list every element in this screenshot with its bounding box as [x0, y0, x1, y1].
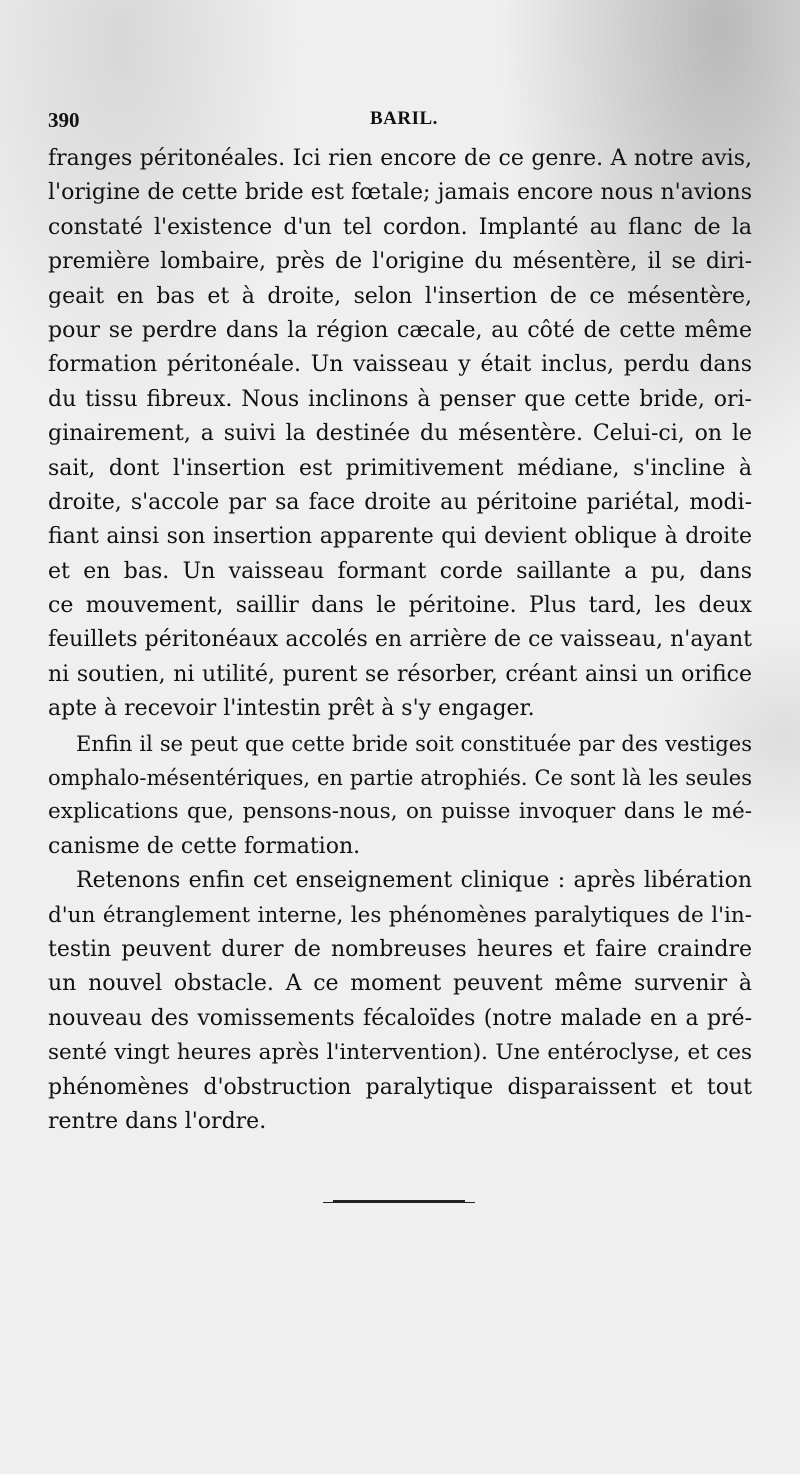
text-line: pour se perdre dans la région cæcale, au côté de cette même	[48, 317, 752, 343]
text-line: Enfin il se peut que cette bride soit constituée par des vestiges	[76, 731, 752, 756]
text-line: ginairement, a suivi la destinée du mésentère. Celui-ci, on le	[48, 421, 752, 447]
text-line: geait en bas et à droite, selon l'insertion de ce mésentère,	[48, 283, 752, 309]
text-line: canisme de cette formation.	[48, 833, 361, 859]
body-text	[48, 142, 752, 1139]
text-line: d'un étranglement interne, les phénomènes paralytiques de l'in-	[48, 902, 752, 928]
text-line: droite, s'accole par sa face droite au péritoine pariétal, modi-	[48, 489, 752, 515]
end-rule	[333, 1200, 465, 1203]
text-line: ce mouvement, saillir dans le péritoine. Plus tard, les deux	[48, 593, 752, 619]
text-line: l'origine de cette bride est fœtale; jamais encore nous n'avions	[48, 180, 752, 206]
text-line: testin peuvent durer de nombreuses heures et faire craindre	[48, 936, 752, 962]
text-line: fiant ainsi son insertion apparente qui devient oblique à droite	[48, 524, 752, 550]
paragraph-3	[48, 864, 752, 1139]
text-line: franges péritonéales. Ici rien encore de ce genre. A notre avis,	[48, 146, 752, 171]
running-head	[48, 108, 748, 138]
text-line: Retenons enfin cet enseignement clinique : après libération	[76, 868, 752, 894]
paragraph-1	[48, 142, 752, 727]
text-line: première lombaire, près de l'origine du mésentère, il se diri-	[48, 249, 752, 275]
text-line: senté vingt heures après l'intervention). Une entéroclyse, et ces	[48, 1040, 752, 1066]
text-line: explications que, pensons-nous, on puisse invoquer dans le mé-	[48, 799, 752, 825]
text-line: et en bas. Un vaisseau formant corde saillante a pu, dans	[48, 558, 752, 584]
running-title: BARIL.	[370, 108, 438, 129]
text-line: un nouvel obstacle. A ce moment peuvent même survenir à	[48, 971, 752, 997]
text-line: apte à recevoir l'intestin prêt à s'y engager.	[48, 696, 535, 722]
text-line: constaté l'existence d'un tel cordon. Implanté au flanc de la	[48, 214, 752, 240]
text-line: formation péritonéale. Un vaisseau y était inclus, perdu dans	[48, 352, 752, 378]
text-line: phénomènes d'obstruction paralytique disparaissent et tout	[48, 1074, 752, 1100]
text-line: ni soutien, ni utilité, purent se résorber, créant ainsi un orifice	[48, 661, 752, 687]
text-line: du tissu fibreux. Nous inclinons à penser que cette bride, ori-	[48, 386, 752, 412]
text-line: rentre dans l'ordre.	[48, 1108, 267, 1134]
paragraph-2	[48, 727, 752, 865]
text-line: omphalo-mésentériques, en partie atrophiés. Ce sont là les seules	[48, 766, 752, 791]
page-number: 390	[48, 108, 80, 132]
text-line: sait, dont l'insertion est primitivement médiane, s'incline à	[48, 455, 752, 481]
text-line: feuillets péritonéaux accolés en arrière de ce vaisseau, n'ayant	[48, 627, 752, 653]
text-line: nouveau des vomissements fécaloïdes (notre malade en a pré-	[48, 1005, 752, 1031]
